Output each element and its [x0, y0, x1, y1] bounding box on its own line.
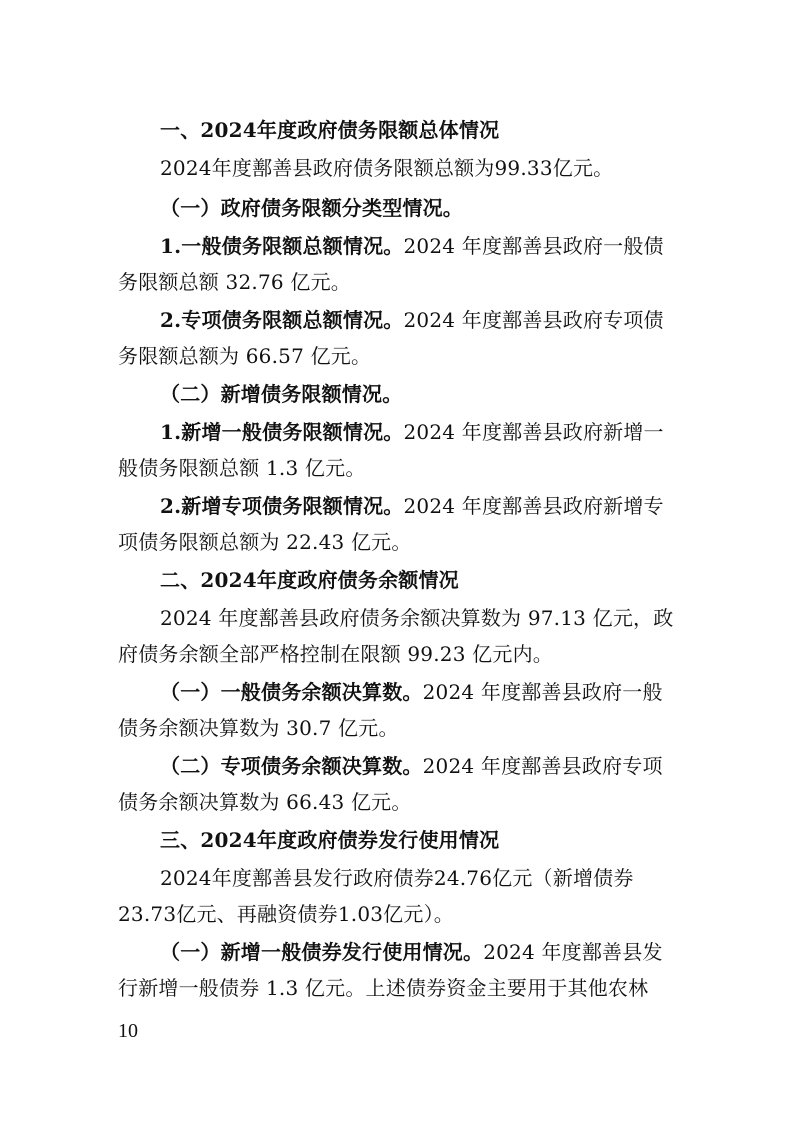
- paragraph-line: （一）一般债务余额决算数。2024 年度鄯善县政府一般: [160, 680, 663, 704]
- paragraph-line: 府债务余额全部严格控制在限额 99.23 亿元内。: [118, 642, 553, 666]
- subsection-heading: （一）政府债务限额分类型情况。: [160, 196, 463, 220]
- paragraph-line: （二）专项债务余额决算数。2024 年度鄯善县政府专项: [160, 754, 663, 778]
- paragraph-line: 2.新增专项债务限额情况。2024 年度鄯善县政府新增专: [160, 494, 664, 518]
- paragraph-line: 般债务限额总额 1.3 亿元。: [118, 456, 366, 480]
- paragraph-line: 1.一般债务限额总额情况。2024 年度鄯善县政府一般债: [160, 234, 664, 258]
- section-heading-3: 三、2024年度政府债券发行使用情况: [160, 828, 500, 852]
- subsection-heading: （二）新增债务限额情况。: [160, 382, 403, 406]
- paragraph-line: 债务余额决算数为 66.43 亿元。: [118, 790, 412, 814]
- paragraph-line: 项债务限额总额为 22.43 亿元。: [118, 530, 412, 554]
- paragraph-line: 务限额总额为 66.57 亿元。: [118, 344, 372, 368]
- page-number: 10: [118, 1020, 138, 1042]
- paragraph-line: 2024 年度鄯善县政府债务余额决算数为 97.13 亿元，政: [160, 606, 674, 630]
- paragraph-line: 务限额总额 32.76 亿元。: [118, 270, 351, 294]
- paragraph-line: 2024年度鄯善县发行政府债券24.76亿元（新增债券: [160, 866, 634, 890]
- section-heading-2: 二、2024年度政府债务余额情况: [160, 568, 459, 592]
- paragraph-line: 2024年度鄯善县政府债务限额总额为99.33亿元。: [160, 156, 614, 180]
- paragraph-line: （一）新增一般债券发行使用情况。2024 年度鄯善县发: [160, 940, 663, 964]
- paragraph-line: 1.新增一般债务限额情况。2024 年度鄯善县政府新增一: [160, 420, 664, 444]
- paragraph-line: 2.专项债务限额总额情况。2024 年度鄯善县政府专项债: [160, 308, 664, 332]
- paragraph-line: 债务余额决算数为 30.7 亿元。: [118, 716, 399, 740]
- section-heading-1: 一、2024年度政府债务限额总体情况: [160, 118, 500, 142]
- paragraph-line: 行新增一般债券 1.3 亿元。上述债券资金主要用于其他农林: [118, 976, 649, 1000]
- paragraph-line: 23.73亿元、再融资债券1.03亿元）。: [118, 902, 454, 926]
